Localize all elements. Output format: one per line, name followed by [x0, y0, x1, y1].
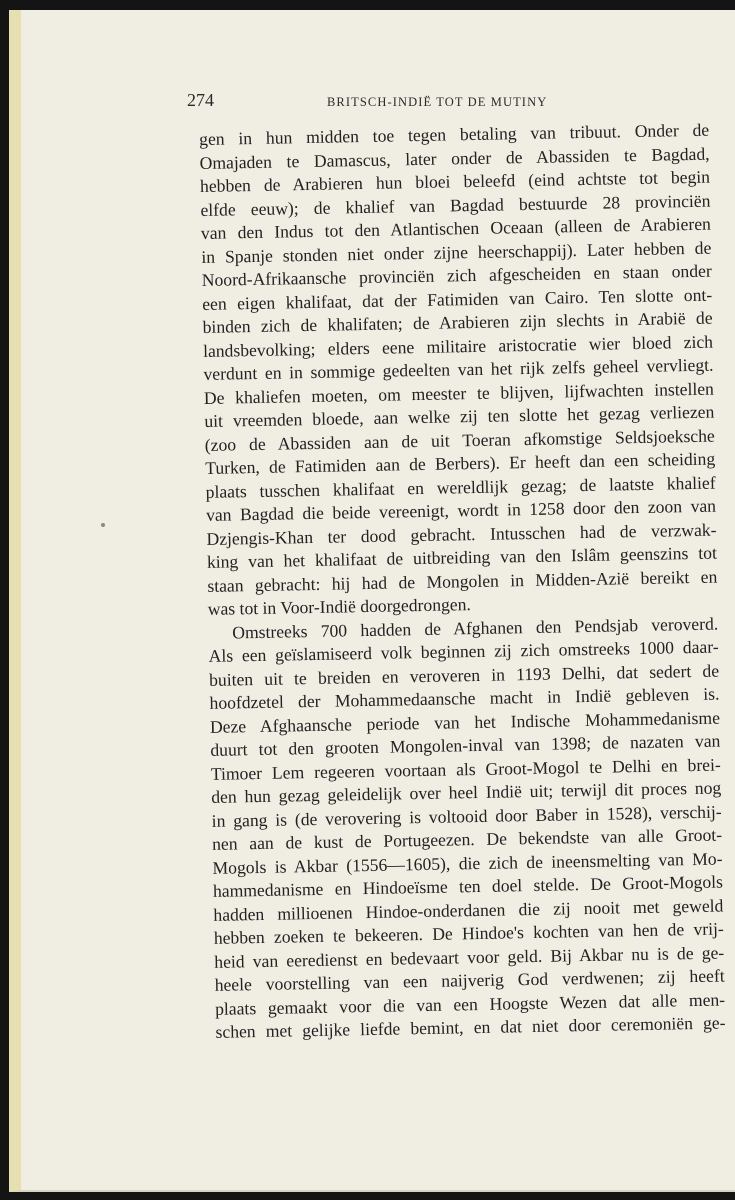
text-line: Als een geïslamiseerd volk beginnen zij zich omstreeks 1000 daar-	[208, 636, 719, 666]
text-line: nen aan de kust de Portugeezen. De bekendste van alle Groot-	[211, 824, 723, 854]
text-line: hebben zoeken te bekeeren. De Hindoe's kochten van hen de vrij-	[213, 918, 724, 948]
text-line: duurt tot den grooten Mongolen-inval van 1398; de nazaten van	[210, 730, 721, 760]
text-line: hebben de Arabieren hun bloei beleefd (eind achtste tot begin	[199, 166, 711, 196]
text-line: van den Indus tot den Atlantischen Oceaan (alleen de Arabieren	[200, 213, 712, 243]
page-number: 274	[187, 90, 214, 110]
page-header	[187, 90, 707, 116]
text-line: buiten uit te breiden en veroveren in 1193 Delhi, dat sedert de	[208, 660, 720, 690]
text-line: elfde eeuw); de khalief van Bagdad bestuurde 28 provinciën	[200, 190, 711, 220]
text-line: hadden millioenen Hindoe-onderdanen die zij nooit met geweld	[213, 895, 724, 925]
text-line: Mogols is Akbar (1556—1605), die zich de ineensmelting van Mo-	[212, 848, 723, 878]
text-line: uit vreemden bloede, aan welke zij ten slotte het gezag verliezen	[204, 401, 715, 431]
paragraph-last-line: was tot in Voor-Indië doorgedrongen.	[207, 594, 471, 619]
text-line: Deze Afghaansche periode van het Indische Mohammedanisme	[209, 707, 721, 737]
text-line: gen in hun midden toe tegen betaling van tribuut. Onder de	[199, 119, 710, 149]
text-line: plaats tusschen khalifaat en wereldlijk gezag; de laatste khalief	[205, 472, 716, 502]
text-line: heele voorstelling van een naijverig God verdwenen; zij heeft	[214, 965, 725, 995]
text-line: Turken, de Fatimiden aan de Berbers). Er heeft dan een scheiding	[205, 448, 716, 478]
text-line: plaats gemaakt voor die van een Hoogste Wezen dat alle men-	[214, 989, 726, 1019]
text-line: den hun gezag geleidelijk over heel Indië uit; terwijl dit proces nog	[211, 777, 722, 807]
text-line: verdunt en in sommige gedeelten van het rijk zelfs geheel vervliegt.	[203, 354, 714, 384]
paper-speck	[101, 523, 105, 527]
text-line: binden zich de khalifaten; de Arabieren zijn slechts in Arabië de	[202, 307, 713, 337]
body-text	[199, 119, 726, 1045]
text-line: De khaliefen moeten, om meester te blijven, lijfwachten instellen	[203, 378, 715, 408]
text-line: hoofdzetel der Mohammedaansche macht in Indië gebleven is.	[209, 683, 720, 713]
paragraph-first-line: Omstreeks 700 hadden de Afghanen den Pendsjab veroverd.	[232, 613, 719, 642]
text-line: staan gebracht: hij had de Mongolen in Midden-Azië bereikt en	[207, 566, 718, 596]
text-line: king van het khalifaat de uitbreiding van den Islâm geenszins tot	[206, 542, 718, 572]
text-line: in Spanje stonden niet onder zijne heerschappij). Later hebben de	[201, 237, 712, 267]
text-line: heid van eeredienst en bedevaart voor geld. Bij Akbar nu is de ge-	[214, 942, 725, 972]
text-line: landsbevolking; elders eene militaire aristocratie wier bloed zich	[202, 331, 714, 361]
text-line: hammedanisme en Hindoeïsme ten doel stelde. De Groot-Mogols	[212, 871, 724, 901]
text-line: in gang is (de verovering is voltooid door Baber in 1528), verschij-	[211, 801, 722, 831]
running-head: BRITSCH-INDIË TOT DE MUTINY	[327, 95, 548, 109]
text-line: Timoer Lem regeeren voortaan als Groot-Mogol te Delhi en brei-	[210, 754, 721, 784]
text-line: schen met gelijke liefde bemint, en dat niet door ceremoniën ge-	[215, 1012, 726, 1042]
text-line: van Bagdad die beide vereenigt, wordt in 1258 door den zoon van	[205, 495, 717, 525]
text-line: een eigen khalifaat, dat der Fatimiden van Cairo. Ten slotte ont-	[202, 284, 713, 314]
text-line: Noord-Afrikaansche provinciën zich afgescheiden en staan onder	[201, 260, 712, 290]
text-line: Dzjengis-Khan ter dood gebracht. Intusschen had de verzwak-	[206, 519, 717, 549]
text-line: Omajaden te Damascus, later onder de Abassiden te Bagdad,	[199, 143, 710, 173]
text-line: (zoo de Abassiden aan de uit Toeran afkomstige Seldsjoeksche	[204, 425, 715, 455]
